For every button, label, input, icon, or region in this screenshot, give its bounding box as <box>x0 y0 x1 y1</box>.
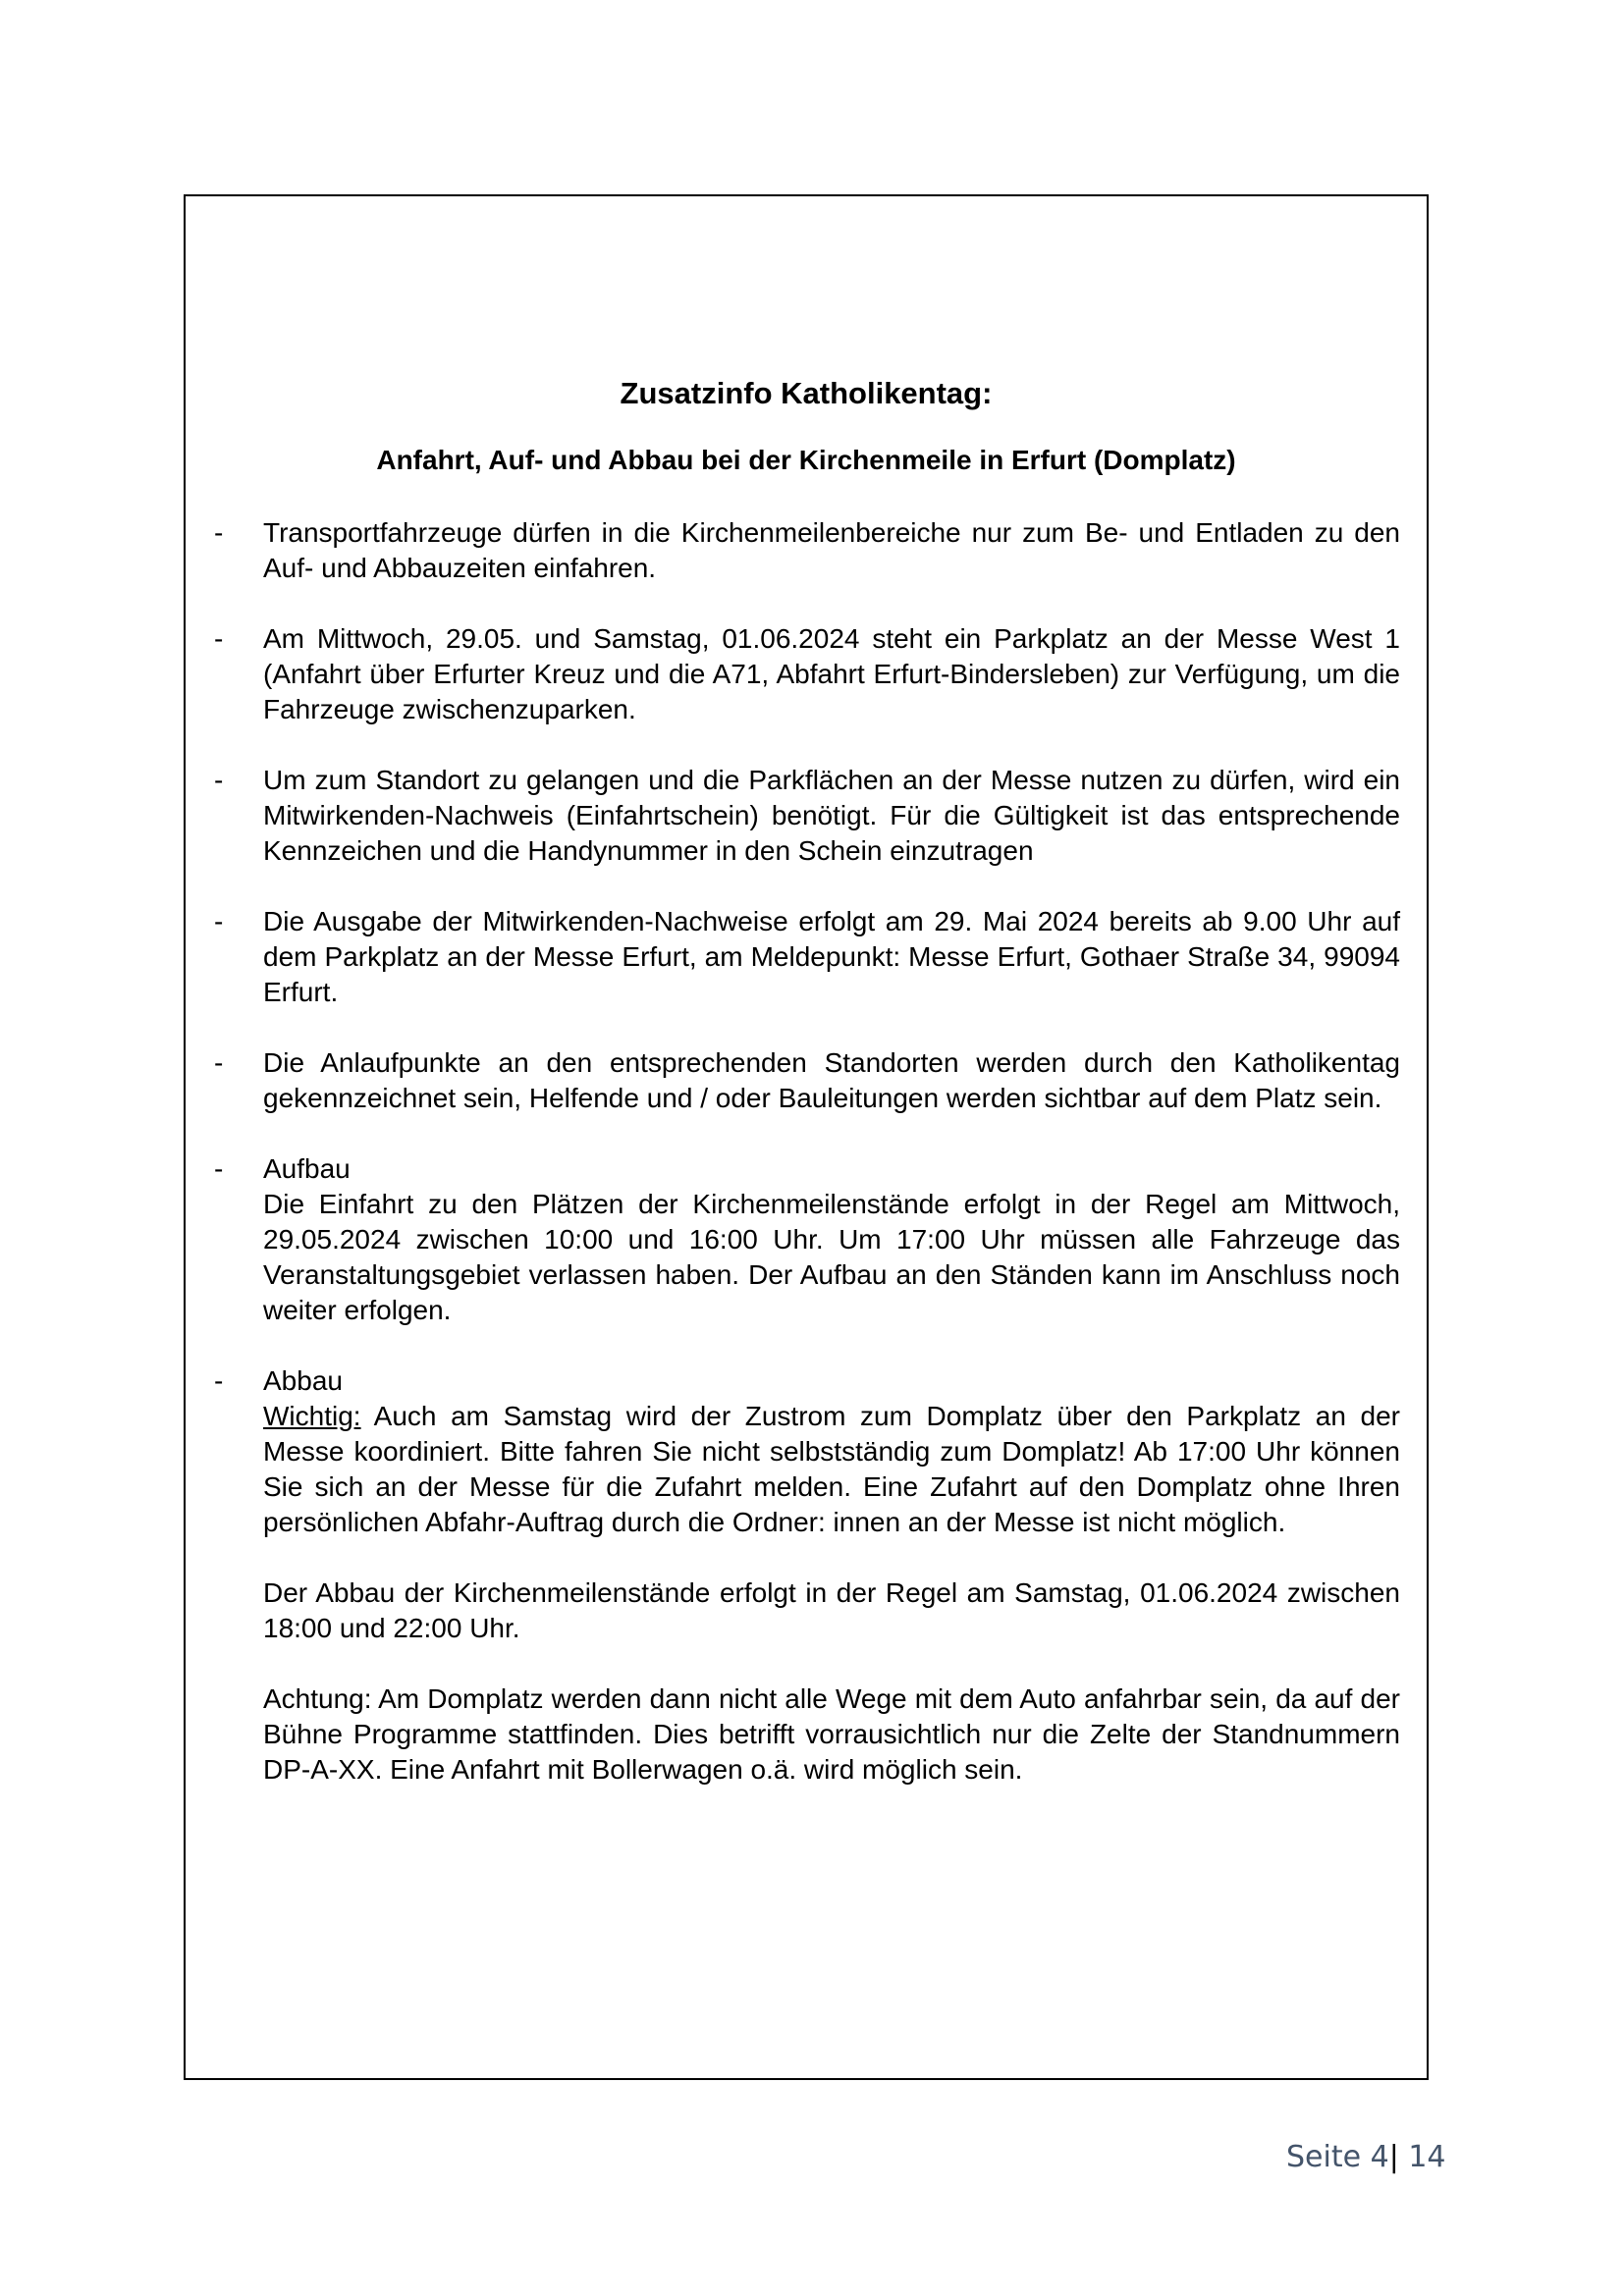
abbau-note: Achtung: Am Domplatz werden dann nicht alle Wege mit dem Auto anfahrbar sein, da auf der Bühne Programme stattfinden. Dies betrifft vorrausichtlich nur die Zelte der Standnummern DP-A-XX. Eine Anfahrt mit Bollerwagen o.ä. wird möglich sein. <box>263 1683 1400 1785</box>
page-number <box>1286 2140 1446 2174</box>
important-label: Wichtig: <box>263 1401 361 1431</box>
bullet-dash: - <box>214 1153 224 1184</box>
bullet-dash: - <box>214 1365 224 1396</box>
list-item-text: Am Mittwoch, 29.05. und Samstag, 01.06.2024 steht ein Parkplatz an der Messe West 1 (Anfahrt über Erfurter Kreuz und die A71, Abfahrt Erfurt-Bindersleben) zur Verfügung, um die Fahrzeuge zwischenzuparken. <box>263 623 1400 724</box>
info-list <box>214 515 1400 1823</box>
page-title: Zusatzinfo Katholikentag: <box>620 376 993 410</box>
list-item <box>214 621 1400 727</box>
list-item-text: Die Anlaufpunkte an den entsprechenden Standorten werden durch den Katholikentag gekennzeichnet sein, Helfende und / oder Bauleitungen werden sichtbar auf dem Platz sein. <box>263 1047 1400 1113</box>
aufbau-heading: Aufbau <box>263 1153 351 1184</box>
list-item <box>214 763 1400 869</box>
bullet-dash: - <box>214 623 224 654</box>
list-item-abbau <box>214 1363 1400 1788</box>
abbau-section <box>263 1363 1400 1540</box>
list-item-aufbau <box>214 1151 1400 1328</box>
list-item <box>214 515 1400 586</box>
list-item <box>214 904 1400 1010</box>
abbau-text: Der Abbau der Kirchenmeilenstände erfolgt in der Regel am Samstag, 01.06.2024 zwischen 18:00 und 22:00 Uhr. <box>263 1577 1400 1643</box>
list-item-text: Transportfahrzeuge dürfen in die Kirchenmeilenbereiche nur zum Be- und Entladen zu den Auf- und Abbauzeiten einfahren. <box>263 517 1400 583</box>
bullet-dash: - <box>214 906 224 936</box>
bullet-dash: - <box>214 517 224 548</box>
list-item <box>214 1045 1400 1116</box>
abbau-heading: Abbau <box>263 1365 343 1396</box>
content-frame <box>184 194 1429 2080</box>
aufbau-section <box>263 1151 1400 1328</box>
page-label: Seite 4 <box>1286 2140 1389 2174</box>
page-separator: | <box>1388 2140 1399 2174</box>
page-subtitle: Anfahrt, Auf- und Abbau bei der Kirchenmeile in Erfurt (Domplatz) <box>376 445 1236 475</box>
important-text: Auch am Samstag wird der Zustrom zum Domplatz über den Parkplatz an der Messe koordiniert. Bitte fahren Sie nicht selbstständig zum Domplatz! Ab 17:00 Uhr können Sie sich an der Messe für die Zufahrt melden. Eine Zufahrt auf den Domplatz ohne Ihren persönlichen Abfahr-Auftrag durch die Ordner: innen an der Messe ist nicht möglich. <box>263 1401 1400 1537</box>
bullet-dash: - <box>214 1047 224 1078</box>
list-item-text: Die Ausgabe der Mitwirkenden-Nachweise erfolgt am 29. Mai 2024 bereits ab 9.00 Uhr auf dem Parkplatz an der Messe Erfurt, am Meldepunkt: Messe Erfurt, Gothaer Straße 34, 99094 Erfurt. <box>263 906 1400 1007</box>
bullet-dash: - <box>214 765 224 795</box>
aufbau-text: Die Einfahrt zu den Plätzen der Kirchenmeilenstände erfolgt in der Regel am Mittwoch, 29.05.2024 zwischen 10:00 und 16:00 Uhr. Um 17:00 Uhr müssen alle Fahrzeuge das Veranstaltungsgebiet verlassen haben. Der Aufbau an den Ständen kann im Anschluss noch weiter erfolgen. <box>263 1189 1400 1325</box>
list-item-text: Um zum Standort zu gelangen und die Parkflächen an der Messe nutzen zu dürfen, wird ein Mitwirkenden-Nachweis (Einfahrtschein) benötigt. Für die Gültigkeit ist das entsprechende Kennzeichen und die Handynummer in den Schein einzutragen <box>263 765 1400 866</box>
page-total: 14 <box>1408 2140 1446 2174</box>
